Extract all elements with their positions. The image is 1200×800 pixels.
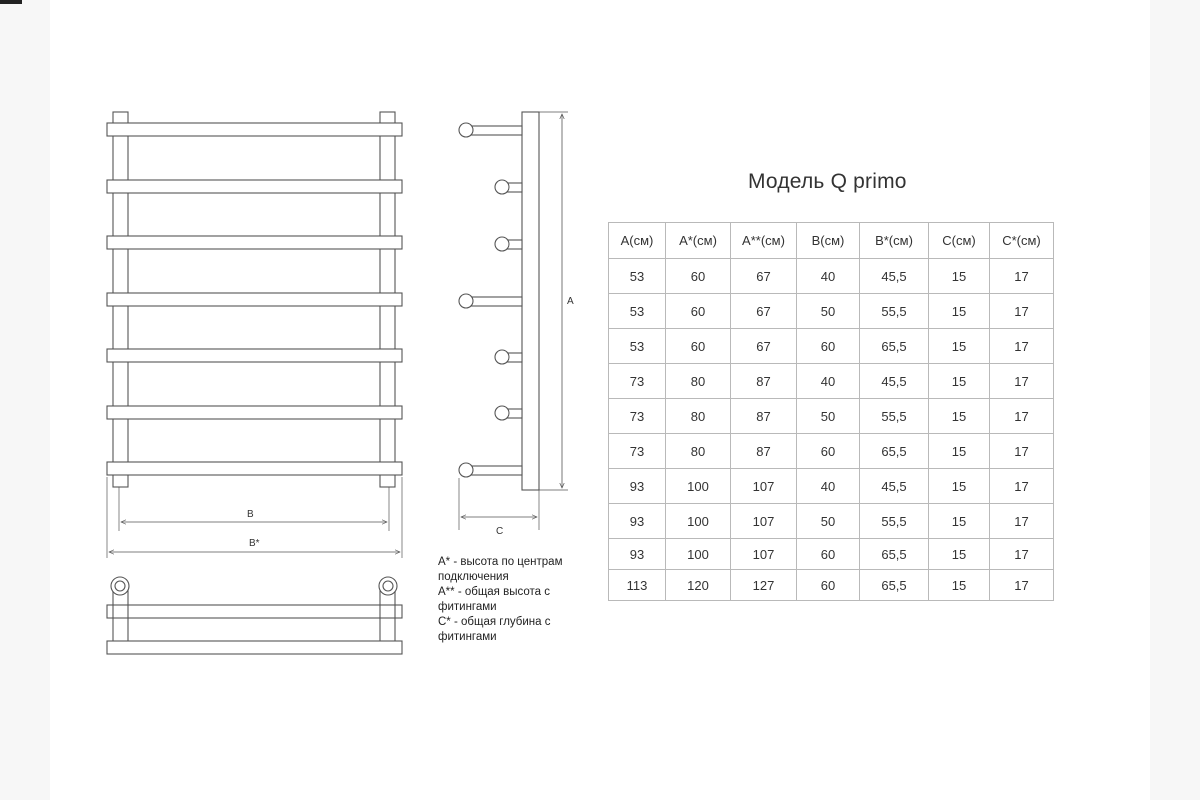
table-cell: 15 xyxy=(929,364,990,399)
table-cell: 17 xyxy=(990,294,1054,329)
table-cell: 87 xyxy=(731,364,797,399)
table-cell: 60 xyxy=(666,294,731,329)
header-c-star: C*(см) xyxy=(990,223,1054,259)
dimensions-table xyxy=(608,222,1054,601)
table-cell: 53 xyxy=(609,329,666,364)
table-cell: 60 xyxy=(666,329,731,364)
header-c: C(см) xyxy=(929,223,990,259)
header-a: A(см) xyxy=(609,223,666,259)
table-cell: 65,5 xyxy=(860,434,929,469)
table-cell: 100 xyxy=(666,539,731,570)
table-cell: 55,5 xyxy=(860,399,929,434)
table-cell: 65,5 xyxy=(860,329,929,364)
table-row xyxy=(609,504,1054,539)
table-row xyxy=(609,329,1054,364)
table-cell: 73 xyxy=(609,434,666,469)
table-cell: 45,5 xyxy=(860,469,929,504)
table-cell: 65,5 xyxy=(860,539,929,570)
side-post xyxy=(522,112,539,490)
table-row xyxy=(609,469,1054,504)
table-cell: 93 xyxy=(609,469,666,504)
note-a-double-star: A** - общая высота с фитингами xyxy=(438,586,550,613)
dimension-c-label: C xyxy=(496,526,504,537)
table-cell: 87 xyxy=(731,434,797,469)
side-view xyxy=(459,112,568,530)
table-cell: 50 xyxy=(797,504,860,539)
table-cell: 73 xyxy=(609,399,666,434)
table-cell: 55,5 xyxy=(860,294,929,329)
table-row xyxy=(609,294,1054,329)
table-cell: 40 xyxy=(797,364,860,399)
table-cell: 15 xyxy=(929,329,990,364)
table-row xyxy=(609,570,1054,601)
table-cell: 53 xyxy=(609,259,666,294)
table-cell: 50 xyxy=(797,399,860,434)
dimension-b-star-label: B* xyxy=(249,538,260,549)
table-cell: 15 xyxy=(929,399,990,434)
table-cell: 15 xyxy=(929,504,990,539)
table-cell: 60 xyxy=(797,434,860,469)
table-cell: 65,5 xyxy=(860,570,929,601)
table-row xyxy=(609,364,1054,399)
table-cell: 113 xyxy=(609,570,666,601)
table-cell: 67 xyxy=(731,294,797,329)
table-cell: 80 xyxy=(666,434,731,469)
table-cell: 15 xyxy=(929,294,990,329)
front-view xyxy=(107,112,402,558)
table-cell: 15 xyxy=(929,570,990,601)
header-b-star: B*(см) xyxy=(860,223,929,259)
table-cell: 127 xyxy=(731,570,797,601)
table-cell: 45,5 xyxy=(860,259,929,294)
table-cell: 60 xyxy=(797,539,860,570)
table-cell: 67 xyxy=(731,259,797,294)
table-cell: 55,5 xyxy=(860,504,929,539)
table-cell: 45,5 xyxy=(860,364,929,399)
table-cell: 80 xyxy=(666,364,731,399)
note-c-star: C* - общая глубина с фитингами xyxy=(438,616,551,643)
table-header-row xyxy=(609,223,1054,259)
table-cell: 17 xyxy=(990,329,1054,364)
note-a-star: A* - высота по центрам подключения xyxy=(438,556,563,583)
table-cell: 15 xyxy=(929,434,990,469)
table-cell: 40 xyxy=(797,259,860,294)
table-cell: 17 xyxy=(990,539,1054,570)
table-cell: 100 xyxy=(666,504,731,539)
table-cell: 50 xyxy=(797,294,860,329)
table-cell: 100 xyxy=(666,469,731,504)
header-a-double-star: A**(см) xyxy=(731,223,797,259)
header-a-star: A*(см) xyxy=(666,223,731,259)
header-b: B(см) xyxy=(797,223,860,259)
table-cell: 15 xyxy=(929,259,990,294)
table-cell: 60 xyxy=(797,329,860,364)
table-row xyxy=(609,539,1054,570)
table-cell: 17 xyxy=(990,570,1054,601)
table-cell: 17 xyxy=(990,469,1054,504)
table-cell: 53 xyxy=(609,294,666,329)
table-cell: 107 xyxy=(731,504,797,539)
table-row xyxy=(609,434,1054,469)
table-cell: 120 xyxy=(666,570,731,601)
table-cell: 17 xyxy=(990,504,1054,539)
table-cell: 15 xyxy=(929,469,990,504)
table-cell: 17 xyxy=(990,399,1054,434)
table-cell: 107 xyxy=(731,539,797,570)
table-cell: 17 xyxy=(990,364,1054,399)
table-cell: 107 xyxy=(731,469,797,504)
dimension-b-label: B xyxy=(247,509,254,520)
table-cell: 40 xyxy=(797,469,860,504)
front-rungs xyxy=(107,123,402,475)
table-cell: 60 xyxy=(666,259,731,294)
table-cell: 15 xyxy=(929,539,990,570)
side-rungs xyxy=(459,123,522,477)
table-cell: 17 xyxy=(990,259,1054,294)
table-row xyxy=(609,259,1054,294)
dimension-a-label: A xyxy=(567,296,574,307)
model-title: Модель Q primo xyxy=(748,170,907,193)
table-cell: 60 xyxy=(797,570,860,601)
table-cell: 93 xyxy=(609,539,666,570)
table-cell: 17 xyxy=(990,434,1054,469)
table-cell: 93 xyxy=(609,504,666,539)
table-cell: 80 xyxy=(666,399,731,434)
table-cell: 67 xyxy=(731,329,797,364)
table-cell: 87 xyxy=(731,399,797,434)
table-cell: 73 xyxy=(609,364,666,399)
table-row xyxy=(609,399,1054,434)
top-view xyxy=(107,577,402,654)
dimension-notes xyxy=(438,555,598,645)
